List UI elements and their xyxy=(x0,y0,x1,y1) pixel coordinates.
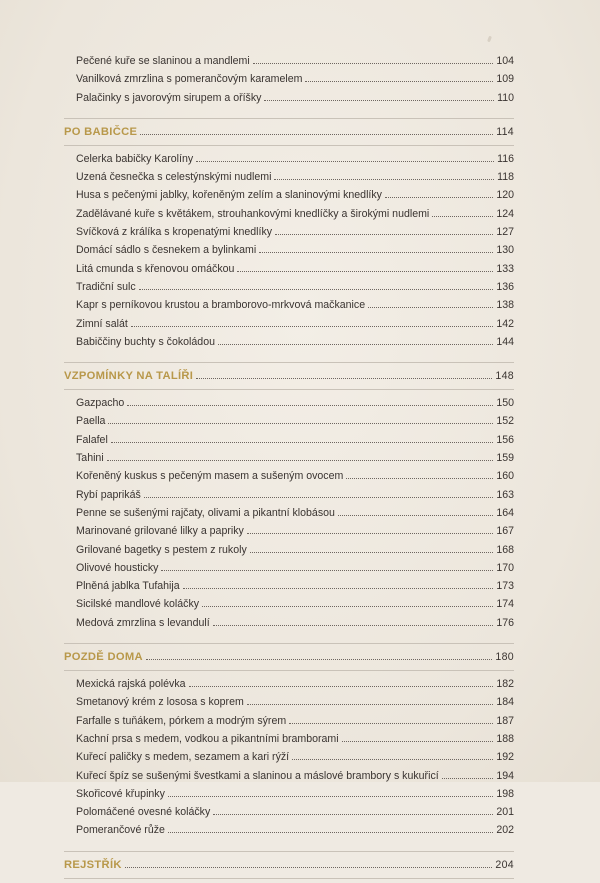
dot-leader xyxy=(202,606,493,607)
section-title: VZPOMÍNKY NA TALÍŘI xyxy=(64,370,194,383)
dot-leader xyxy=(346,478,493,479)
toc-entry-title: Farfalle s tuňákem, pórkem a modrým sýrem xyxy=(76,714,287,727)
section-rule-bottom xyxy=(64,670,514,671)
toc-entry xyxy=(64,150,514,168)
toc-entry xyxy=(64,431,514,449)
dot-leader xyxy=(237,271,493,272)
toc-entry-page: 187 xyxy=(496,714,514,727)
toc-entry xyxy=(64,205,514,223)
toc-entry xyxy=(64,803,514,821)
dot-leader xyxy=(140,134,493,135)
toc-entry-page: 167 xyxy=(496,525,514,538)
toc-entry-title: Zimní salát xyxy=(76,317,128,330)
toc-entry xyxy=(64,522,514,540)
toc-entry-title: Tradiční sulc xyxy=(76,280,136,293)
section-title: POZDĚ DOMA xyxy=(64,651,143,664)
section-title: PO BABIČCE xyxy=(64,125,138,138)
toc-entry-page: 163 xyxy=(496,488,514,501)
toc-entry-page: 201 xyxy=(496,806,514,819)
section-page: 114 xyxy=(496,125,514,138)
section-rule-top xyxy=(64,851,514,852)
dot-leader xyxy=(250,552,494,553)
dot-leader xyxy=(442,778,494,779)
section-heading xyxy=(64,367,514,386)
dot-leader xyxy=(144,497,494,498)
toc-entry-page: 170 xyxy=(496,561,514,574)
toc-entry xyxy=(64,449,514,467)
toc-entry-title: Babiččiny buchty s čokoládou xyxy=(76,335,215,348)
dot-leader xyxy=(127,405,493,406)
toc-entry xyxy=(64,278,514,296)
toc-entry-title: Mexická rajská polévka xyxy=(76,678,186,691)
toc-entry-title: Polomáčené ovesné koláčky xyxy=(76,806,211,819)
dot-leader xyxy=(213,625,494,626)
toc-entry-title: Zadělávané kuře s květákem, strouhankovými knedlíčky a širokými nudlemi xyxy=(76,207,430,220)
toc-entry-page: 133 xyxy=(496,262,514,275)
toc-entry-title: Rybí paprikáš xyxy=(76,488,141,501)
toc-entry-title: Falafel xyxy=(76,433,108,446)
section-gap xyxy=(64,632,514,640)
toc-entry-title: Uzená česnečka s celestýnskými nudlemi xyxy=(76,171,272,184)
toc-entry-page: 182 xyxy=(496,678,514,691)
dot-leader xyxy=(264,100,494,101)
dot-leader xyxy=(131,326,494,327)
section-rule-bottom xyxy=(64,878,514,879)
toc-entry-page: 159 xyxy=(496,452,514,465)
toc-entry-title: Olivové housticky xyxy=(76,561,159,574)
toc-entry-title: Kořeněný kuskus s pečeným masem a sušeným ovocem xyxy=(76,470,344,483)
section-heading xyxy=(64,123,514,142)
section-page: 204 xyxy=(495,858,514,871)
toc-entry-title: Gazpacho xyxy=(76,397,125,410)
toc-entry-page: 110 xyxy=(497,91,514,104)
dot-leader xyxy=(259,252,493,253)
table-of-contents xyxy=(64,52,514,883)
toc-sections xyxy=(64,107,514,879)
dot-leader xyxy=(125,867,493,868)
toc-entry xyxy=(64,296,514,314)
dot-leader xyxy=(168,832,493,833)
toc-entry xyxy=(64,821,514,839)
dot-leader xyxy=(139,289,494,290)
toc-entry-title: Grilované bagetky s pestem z rukoly xyxy=(76,543,247,556)
dot-leader xyxy=(168,796,493,797)
toc-entry xyxy=(64,315,514,333)
toc-entry-page: 174 xyxy=(496,598,514,611)
section-gap xyxy=(64,351,514,359)
toc-entry-page: 116 xyxy=(497,152,514,165)
toc-entry-title: Svíčková z králíka s kropenatými knedlíky xyxy=(76,226,273,239)
toc-entry-title: Vanilková zmrzlina s pomerančovým karamelem xyxy=(76,73,303,86)
toc-entry-title: Smetanový krém z lososa s koprem xyxy=(76,696,244,709)
toc-entry-title: Skořicové křupinky xyxy=(76,787,165,800)
toc-entry-title: Pomerančové růže xyxy=(76,824,165,837)
toc-entry xyxy=(64,241,514,259)
toc-entry xyxy=(64,595,514,613)
toc-entry-page: 202 xyxy=(496,824,514,837)
toc-entry-title: Plněná jablka Tufahija xyxy=(76,580,180,593)
dot-leader xyxy=(385,197,493,198)
dot-leader xyxy=(146,659,493,660)
dot-leader xyxy=(213,814,493,815)
toc-entry-page: 104 xyxy=(496,55,514,67)
toc-entry xyxy=(64,730,514,748)
dot-leader xyxy=(289,723,493,724)
toc-entry-title: Husa s pečenými jablky, kořeněným zelím a slaninovými knedlíky xyxy=(76,189,382,202)
toc-entry xyxy=(64,52,514,70)
toc-entry xyxy=(64,675,514,693)
toc-entry xyxy=(64,541,514,559)
dot-leader xyxy=(196,161,494,162)
dot-leader xyxy=(253,63,494,64)
toc-entry-title: Marinované grilované lilky a papriky xyxy=(76,525,244,538)
toc-entry-title: Kuřecí špíz se sušenými švestkami a slaninou a máslové brambory s kukuřicí xyxy=(76,769,439,782)
toc-entry-title: Penne se sušenými rajčaty, olivami a pikantní klobásou xyxy=(76,506,335,519)
section-title: REJSTŘÍK xyxy=(64,858,122,871)
toc-entry xyxy=(64,504,514,522)
toc-entry xyxy=(64,89,514,107)
dot-leader xyxy=(305,81,493,82)
dot-leader xyxy=(161,570,493,571)
toc-entry-title: Kapr s perníkovou krustou a bramborovo-mrkvová mačkanice xyxy=(76,299,366,312)
toc-entry-title: Paella xyxy=(76,415,106,428)
toc-entry-title: Tahini xyxy=(76,452,104,465)
toc-entry-page: 109 xyxy=(496,73,514,86)
paper-speck xyxy=(487,36,492,43)
dot-leader xyxy=(247,704,494,705)
toc-entry-title: Kachní prsa s medem, vodkou a pikantními bramborami xyxy=(76,732,339,745)
toc-entry xyxy=(64,748,514,766)
toc-entry-page: 144 xyxy=(496,335,514,348)
dot-leader xyxy=(342,741,494,742)
toc-entry-title: Sicilské mandlové koláčky xyxy=(76,598,200,611)
section-gap xyxy=(64,107,514,115)
dot-leader xyxy=(196,378,492,379)
toc-entry xyxy=(64,693,514,711)
section-heading xyxy=(64,856,514,875)
toc-entry-page: 136 xyxy=(496,280,514,293)
dot-leader xyxy=(368,307,493,308)
section-gap xyxy=(64,840,514,848)
dot-leader xyxy=(218,344,493,345)
section-page: 148 xyxy=(495,370,514,383)
toc-entry-title: Litá cmunda s křenovou omáčkou xyxy=(76,262,235,275)
toc-entry-page: 152 xyxy=(496,415,514,428)
section-heading xyxy=(64,648,514,667)
section-rule-top xyxy=(64,118,514,119)
dot-leader xyxy=(183,588,494,589)
toc-entry-page: 188 xyxy=(496,732,514,745)
toc-entry-page: 124 xyxy=(496,207,514,220)
toc-entry-page: 168 xyxy=(496,543,514,556)
toc-entry-page: 120 xyxy=(496,189,514,202)
toc-entry-title: Medová zmrzlina s levandulí xyxy=(76,616,210,629)
toc-entry-page: 194 xyxy=(496,769,514,782)
toc-entry-title: Domácí sádlo s česnekem a bylinkami xyxy=(76,244,257,257)
dot-leader xyxy=(107,460,494,461)
dot-leader xyxy=(111,442,494,443)
toc-entry-page: 176 xyxy=(496,616,514,629)
toc-entry xyxy=(64,223,514,241)
toc-entry-page: 192 xyxy=(496,751,514,764)
toc-entry xyxy=(64,712,514,730)
toc-entry-page: 173 xyxy=(496,580,514,593)
dot-leader xyxy=(108,423,493,424)
toc-entry xyxy=(64,70,514,88)
section-rule-bottom xyxy=(64,389,514,390)
dot-leader xyxy=(338,515,493,516)
toc-entry xyxy=(64,467,514,485)
toc-entry-title: Palačinky s javorovým sirupem a oříšky xyxy=(76,91,262,104)
toc-entry xyxy=(64,614,514,632)
toc-entry-page: 160 xyxy=(496,470,514,483)
toc-entry xyxy=(64,168,514,186)
toc-entry xyxy=(64,559,514,577)
toc-entry xyxy=(64,260,514,278)
dot-leader xyxy=(274,179,494,180)
toc-entry xyxy=(64,767,514,785)
dot-leader xyxy=(247,533,493,534)
toc-entry-page: 156 xyxy=(496,433,514,446)
toc-entry-title: Pečené kuře se slaninou a mandlemi xyxy=(76,55,250,67)
toc-entry-page: 142 xyxy=(496,317,514,330)
toc-entry-page: 127 xyxy=(496,226,514,239)
toc-entry-page: 118 xyxy=(497,171,514,184)
dot-leader xyxy=(292,759,493,760)
toc-entry-title: Celerka babičky Karolíny xyxy=(76,152,194,165)
section-rule-top xyxy=(64,362,514,363)
toc-entry-title: Kuřecí paličky s medem, sezamem a kari rýží xyxy=(76,751,290,764)
section-page: 180 xyxy=(495,651,514,664)
toc-entry xyxy=(64,394,514,412)
dot-leader xyxy=(275,234,493,235)
dot-leader xyxy=(189,686,494,687)
toc-entry xyxy=(64,577,514,595)
toc-entry xyxy=(64,333,514,351)
toc-entry-page: 130 xyxy=(496,244,514,257)
toc-entry-page: 198 xyxy=(496,787,514,800)
toc-entry xyxy=(64,412,514,430)
toc-entry-page: 150 xyxy=(496,397,514,410)
section-rule-bottom xyxy=(64,145,514,146)
toc-entry-page: 138 xyxy=(496,299,514,312)
toc-entry xyxy=(64,186,514,204)
section-rule-top xyxy=(64,643,514,644)
toc-entry xyxy=(64,785,514,803)
toc-entry xyxy=(64,486,514,504)
dot-leader xyxy=(432,216,493,217)
toc-entry-page: 184 xyxy=(496,696,514,709)
toc-entry-page: 164 xyxy=(496,506,514,519)
